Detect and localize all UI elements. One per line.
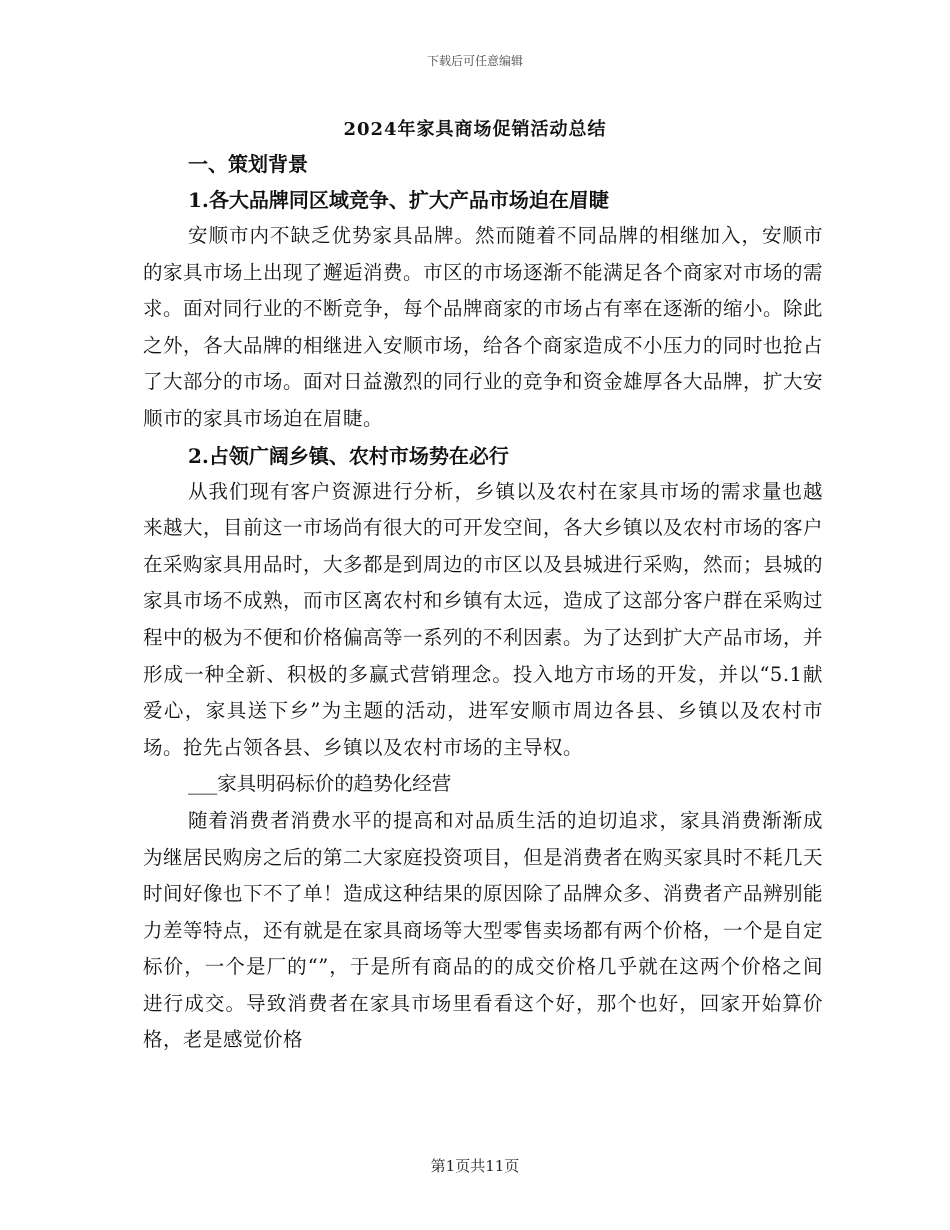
subheading-pricing-trend: ___家具明码标价的趋势化经营	[188, 772, 452, 796]
paragraph-pricing-trend: 随着消费者消费水平的提高和对品质生活的迫切追求，家具消费渐渐成为继居民购房之后的第二大家庭投资项目，但是消费者在购买家具时不耗几天时间好像也下不了单！造成这种结果的原因除了品牌众多、消费者产品辨别能力差等特点，还有就是在家具商场等大型零售卖场都有两个价格，一个是自定标价，一个是厂的“”，于是所有商品的的成交价格几乎就在这两个价格之间进行成交。导致消费者在家具市场里看看这个好，那个也好，回家开始算价格，老是感觉价格	[143, 808, 824, 1052]
page-header-note: 下载后可任意编辑	[426, 54, 523, 68]
section-heading-background: 一、策划背景	[188, 152, 308, 176]
subheading-brand-competition: 1.各大品牌同区域竞争、扩大产品市场迫在眉睫	[188, 188, 609, 212]
document-title: 2024年家具商场促销活动总结	[343, 119, 607, 140]
subheading-rural-market: 2.占领广阔乡镇、农村市场势在必行	[188, 443, 509, 468]
page-number: 第1页共11页	[430, 1157, 520, 1175]
paragraph-brand-competition: 安顺市内不缺乏优势家具品牌。然而随着不同品牌的相继加入，安顺市的家具市场上出现了邂逅消费。市区的市场逐渐不能满足各个商家对市场的需求。面对同行业的不断竞争，每个品牌商家的市场占有率在逐渐的缩小。除此之外，各大品牌的相继进入安顺市场，给各个商家造成不小压力的同时也抢占了大部分的市场。面对日益激烈的同行业的竞争和资金雄厚各大品牌，扩大安顺市的家具市场迫在眉睫。	[143, 224, 824, 430]
document-body	[143, 144, 823, 1059]
paragraph-rural-market: 从我们现有客户资源进行分析，乡镇以及农村在家具市场的需求量也越来越大，目前这一市场尚有很大的可开发空间，各大乡镇以及农村市场的客户在采购家具用品时，大多都是到周边的市区以及县城进行采购，然而；县城的家具市场不成熟，而市区离农村和乡镇有太远，造成了这部分客户群在采购过程中的极为不便和价格偏高等一系列的不利因素。为了达到扩大产品市场，并形成一种全新、积极的多赢式营销理念。投入地方市场的开发，并以“5.1献爱心，家具送下乡”为主题的活动，进军安顺市周边各县、乡镇以及农村市场。抢先占领各县、乡镇以及农村市场的主导权。	[143, 479, 824, 759]
